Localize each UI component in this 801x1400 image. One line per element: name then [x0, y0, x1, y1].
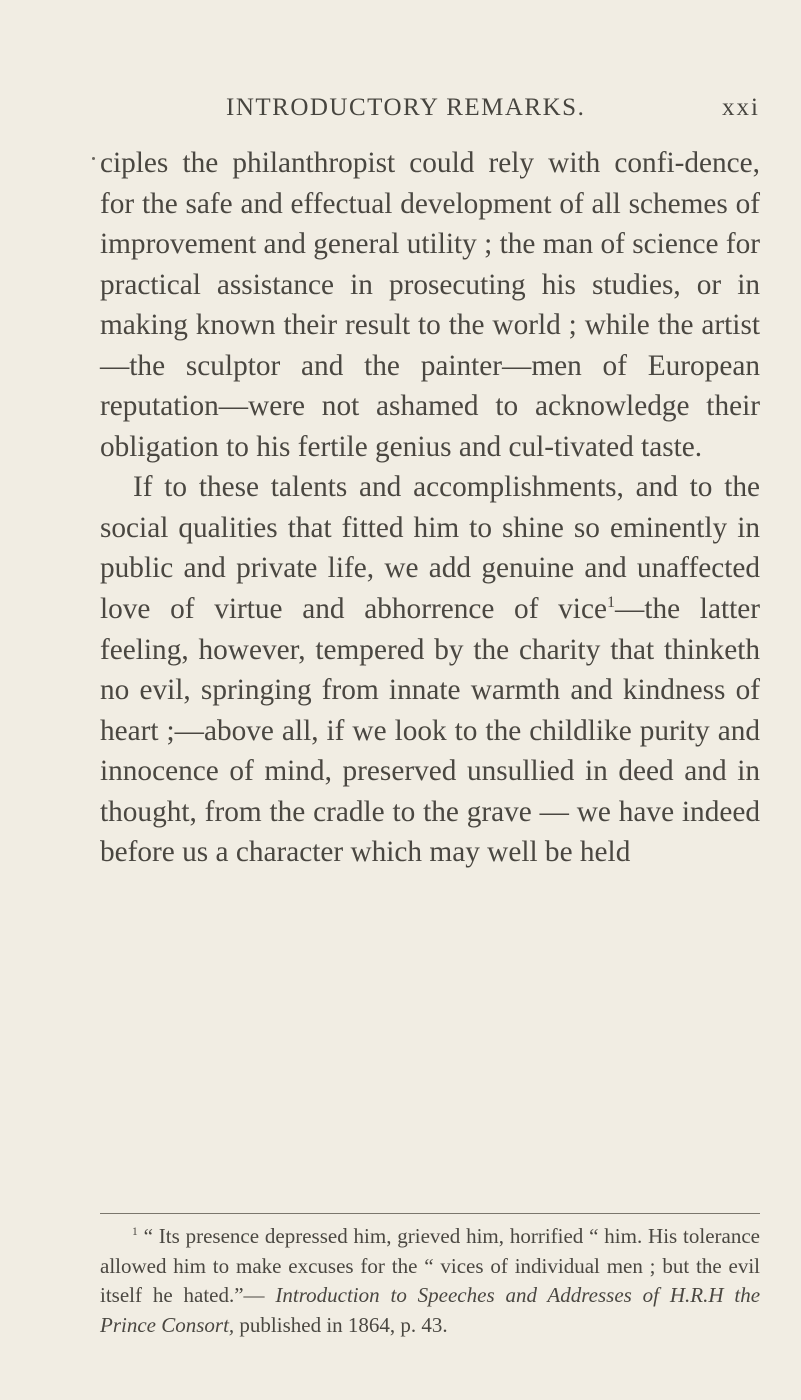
footnote-source-rest: published in 1864, p. 43.: [234, 1312, 448, 1337]
footnote-reference: 1: [606, 594, 616, 612]
paragraph-2: [100, 467, 760, 872]
running-header: [226, 94, 760, 134]
footnote-marker: 1: [132, 1226, 138, 1238]
ink-speck: [92, 157, 95, 160]
body-text: [100, 143, 760, 873]
footnote-quote: “ Its presence depressed him, grieved him, horrified “ him. His tolerance allowed him to make excuses for the “ vices of individual men ; but the evil itself he hated.”—: [100, 1224, 760, 1307]
footnote-source-title: Introduction to Speeches and Addresses of H.R.H the Prince Consort,: [100, 1283, 761, 1337]
page-number: xxi: [722, 94, 760, 121]
header-title: INTRODUCTORY REMARKS.: [226, 94, 586, 121]
footnote: [100, 1222, 760, 1340]
footnote-separator: [100, 1213, 760, 1214]
paragraph-2-text-before-ref: If to these talents and accomplishments, and to the social qualities that fitted him to shine so eminently in public and private life, we add genuine and unaffected love of virtue and abhorrence of vice: [100, 471, 760, 626]
footnote-paragraph: [100, 1222, 760, 1340]
paragraph-1: ciples the philanthropist could rely with confi-dence, for the safe and effectual development of all schemes of improvement and general utility ; the man of science for practical assistance in prosecuting his studies, or in making known their result to the world ; while the artist—the sculptor and the painter—men of European reputation—were not ashamed to acknowledge their obligation to his fertile genius and cul-tivated taste.: [100, 147, 760, 463]
paragraph-2-text-after-ref: —the latter feeling, however, tempered by the charity that thinketh no evil, springing from innate warmth and kindness of heart ;—above all, if we look to the childlike purity and innocence of mind, preserved unsullied in deed and in thought, from the cradle to the grave — we have indeed before us a character which may well be held: [100, 593, 760, 869]
